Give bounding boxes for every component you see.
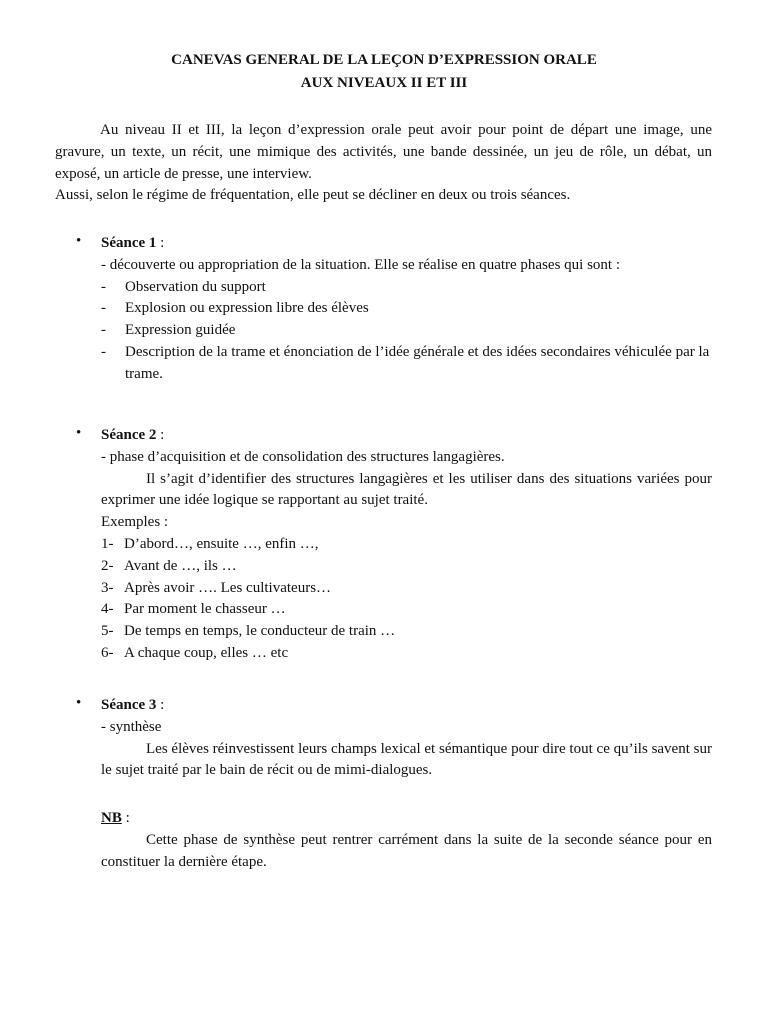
phase-text: Explosion ou expression libre des élèves xyxy=(125,300,369,317)
nb-heading xyxy=(101,808,712,830)
dash-marker: - xyxy=(101,322,106,339)
seance-3-section xyxy=(101,695,712,782)
seance-2-example-list xyxy=(101,534,712,665)
bullet-seance-1: • xyxy=(76,233,82,249)
intro-paragraph-2: Aussi, selon le régime de fréquentation, elle peut se décliner en deux ou trois séances. xyxy=(55,187,571,204)
list-item xyxy=(101,643,712,665)
example-text: D’abord…, ensuite …, enfin …, xyxy=(124,535,319,552)
example-number: 4- xyxy=(101,601,114,618)
seance-1-heading-colon: : xyxy=(156,235,165,251)
list-item xyxy=(101,277,712,299)
nb-paragraph: Cette phase de synthèse peut rentrer carrément dans la suite de la seconde séance pour en constituer la dernière étape. xyxy=(101,831,712,870)
list-item xyxy=(101,320,712,342)
seance-2-section xyxy=(101,425,712,665)
example-number: 6- xyxy=(101,644,114,661)
dash-marker: - xyxy=(101,278,106,295)
example-number: 1- xyxy=(101,535,114,552)
document-title-line-1: CANEVAS GENERAL DE LA LEÇON D’EXPRESSION ORALE xyxy=(171,52,597,68)
list-item xyxy=(101,298,712,320)
bullet-seance-3: • xyxy=(76,695,82,711)
list-item xyxy=(101,599,712,621)
phase-text: Description de la trame et énonciation de l’idée générale et des idées secondaires véhiculée par la trame. xyxy=(125,343,710,382)
seance-2-heading-colon: : xyxy=(156,427,165,443)
dash-marker: - xyxy=(101,300,106,317)
list-item xyxy=(101,578,712,600)
nb-section xyxy=(101,808,712,873)
seance-3-description: - synthèse xyxy=(101,718,162,735)
list-item xyxy=(101,621,712,643)
seance-1-heading xyxy=(101,233,712,255)
phase-text: Expression guidée xyxy=(125,322,236,339)
example-text: Après avoir …. Les cultivateurs… xyxy=(124,579,332,596)
seance-3-paragraph: Les élèves réinvestissent leurs champs lexical et sémantique pour dire tout ce qu’ils savent sur le sujet traité par le bain de récit ou de mimi-dialogues. xyxy=(101,740,712,779)
list-item xyxy=(101,556,712,578)
seance-3-heading xyxy=(101,695,712,717)
seance-2-examples-label: Exemples : xyxy=(101,514,169,531)
dash-marker: - xyxy=(101,343,106,360)
list-item xyxy=(101,342,712,386)
phase-text: Observation du support xyxy=(125,278,266,295)
example-number: 2- xyxy=(101,557,114,574)
example-number: 3- xyxy=(101,579,114,596)
seance-3-heading-text: Séance 3 xyxy=(101,697,157,713)
example-text: Par moment le chasseur … xyxy=(124,601,286,618)
seance-1-phase-list xyxy=(101,277,712,386)
seance-2-paragraph: Il s’agit d’identifier des structures langagières et les utiliser dans des situations variées pour exprimer une idée logique se rapportant au sujet traité. xyxy=(101,470,712,509)
bullet-seance-2: • xyxy=(76,425,82,441)
example-text: A chaque coup, elles … etc xyxy=(124,644,289,661)
example-number: 5- xyxy=(101,623,114,640)
seance-1-section xyxy=(101,233,712,386)
intro-section xyxy=(55,120,712,207)
seance-2-heading xyxy=(101,425,712,447)
list-item xyxy=(101,534,712,556)
nb-label: NB xyxy=(101,810,122,826)
example-text: Avant de …, ils … xyxy=(124,557,237,574)
seance-1-heading-text: Séance 1 xyxy=(101,235,157,251)
seance-3-heading-colon: : xyxy=(156,697,165,713)
intro-paragraph-1: Au niveau II et III, la leçon d’expression orale peut avoir pour point de départ une image, une gravure, un texte, un récit, une mimique des activités, une bande dessinée, un jeu de rôle, un débat, un exposé, un article de presse, une interview. xyxy=(55,122,712,182)
document-title-line-2: AUX NIVEAUX II ET III xyxy=(300,75,468,91)
seance-2-description: - phase d’acquisition et de consolidation des structures langagières. xyxy=(101,448,505,465)
seance-2-heading-text: Séance 2 xyxy=(101,427,157,443)
nb-colon: : xyxy=(121,810,130,826)
example-text: De temps en temps, le conducteur de train … xyxy=(124,623,396,640)
seance-1-description: - découverte ou appropriation de la situation. Elle se réalise en quatre phases qui sont : xyxy=(101,256,621,273)
